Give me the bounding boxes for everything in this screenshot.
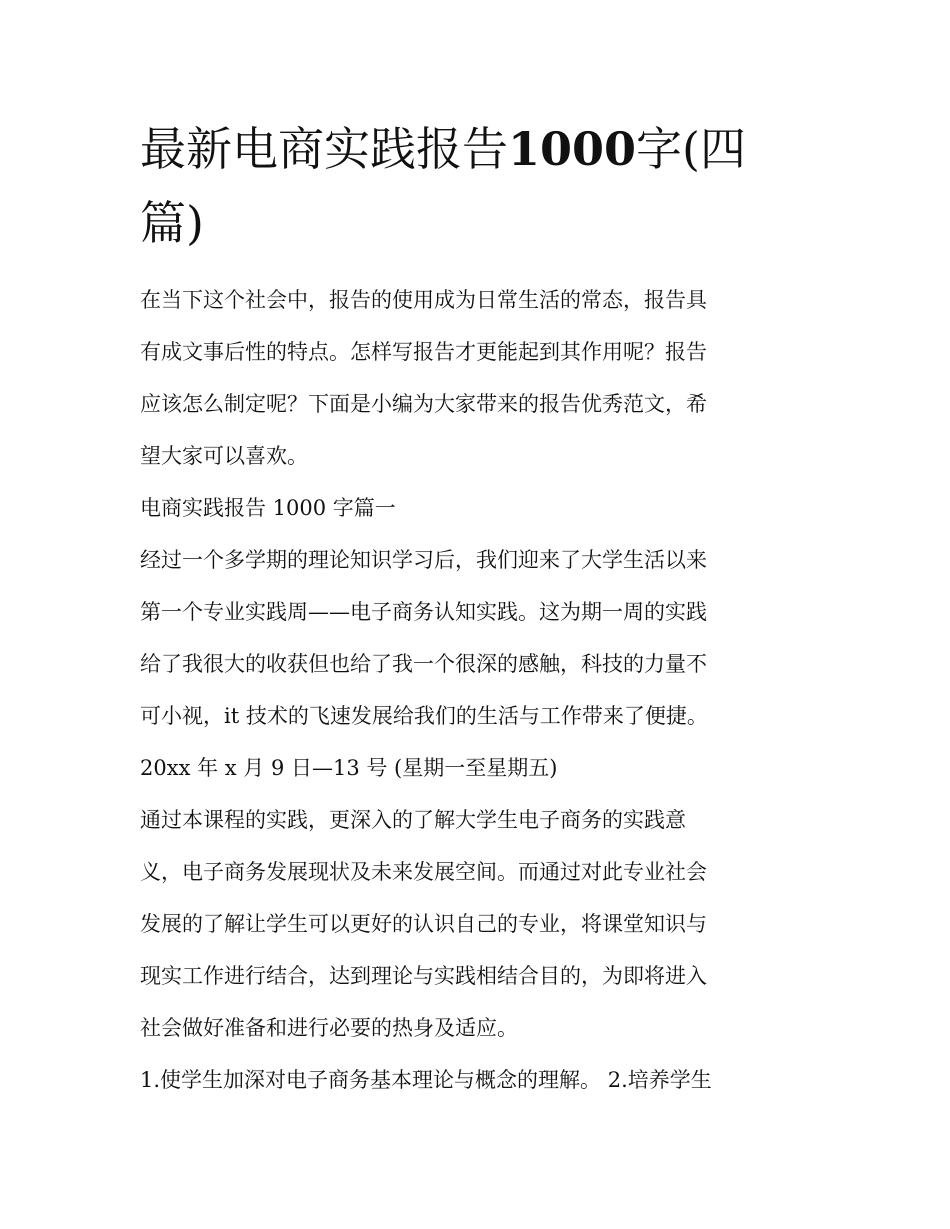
paragraph-line: 有成文事后性的特点。怎样写报告才更能起到其作用呢？报告 [140, 340, 707, 364]
paragraph-line: 发展的了解让学生可以更好的认识自己的专业，将课堂知识与 [140, 912, 707, 936]
document-title [140, 112, 820, 260]
paragraph-line: 社会做好准备和进行必要的热身及适应。 [140, 1016, 518, 1040]
paragraph-line: 可小视，it 技术的飞速发展给我们的生活与工作带来了便捷。 [140, 704, 708, 728]
paragraph-line: 通过本课程的实践，更深入的了解大学生电子商务的实践意 [140, 808, 686, 832]
paragraph-line: 现实工作进行结合，达到理论与实践相结合目的，为即将进入 [140, 964, 707, 988]
paragraph-line: 义，电子商务发展现状及未来发展空间。而通过对此专业社会 [140, 860, 707, 884]
section-heading-text: 电商实践报告 1000 字篇一 [140, 496, 396, 520]
paragraph-line: 给了我很大的收获但也给了我一个很深的感触，科技的力量不 [140, 652, 707, 676]
intro-paragraph [140, 274, 820, 482]
body-paragraph-1 [140, 534, 820, 742]
paragraph-line: 望大家可以喜欢。 [140, 444, 308, 468]
title-text: 最新电商实践报告 [140, 122, 508, 176]
title-line-2: 篇) [140, 196, 204, 250]
paragraph-line: 第一个专业实践周——电子商务认知实践。这为期一周的实践 [140, 600, 707, 624]
paragraph-line: 在当下这个社会中，报告的使用成为日常生活的常态，报告具 [140, 288, 707, 312]
title-number: 1000 [508, 122, 637, 176]
list-item: 1.使学生加深对电子商务基本理论与概念的理解。 2.培养学生 [140, 1068, 712, 1092]
body-paragraph-2 [140, 794, 820, 1054]
date-line [140, 742, 820, 794]
title-text-tail: 字(四 [636, 122, 746, 176]
paragraph-line: 经过一个多学期的理论知识学习后，我们迎来了大学生活以来 [140, 548, 707, 572]
numbered-list [140, 1054, 820, 1106]
date-text: 20xx 年 x 月 9 日—13 号 (星期一至星期五) [140, 756, 558, 780]
paragraph-line: 应该怎么制定呢？下面是小编为大家带来的报告优秀范文，希 [140, 392, 707, 416]
section-heading [140, 482, 820, 534]
